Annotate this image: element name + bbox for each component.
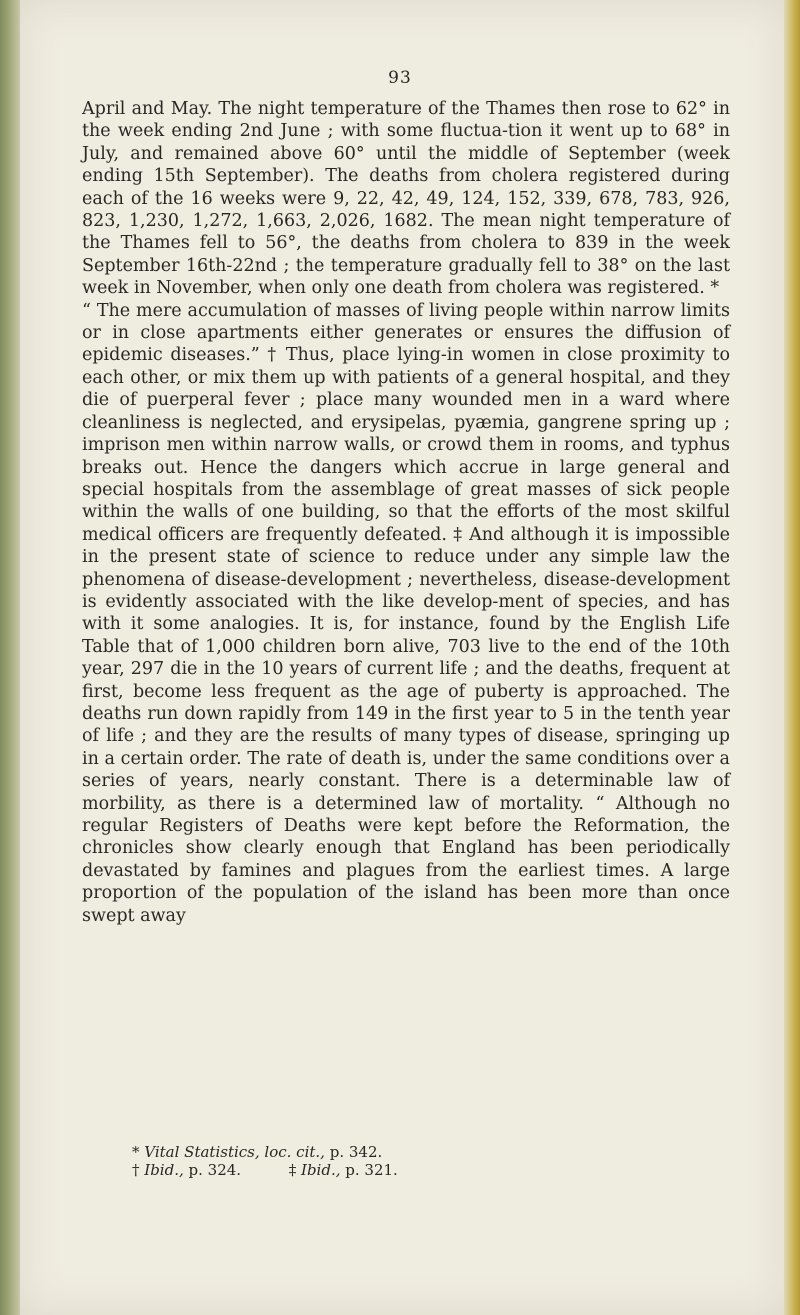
footnote-page: p. 342. [324,1143,383,1161]
page-number: 93 [388,68,412,88]
paragraph-crowding-disease: “ The mere accumulation of masses of living people within narrow limits or in close apartments either generates or ensures the diffusion of epidemic diseases.” † Thus, place lying-in women in close proximity to each other, or mix them up with patients of a general hospital, and they die of puerperal fever ; place many wounded men in a ward where cleanliness is neglected, and erysipelas, pyæmia, gangrene spring up ; imprison men within narrow walls, or crowd them in rooms, and typhus breaks out. Hence the dangers which accrue in large general and special hospitals from the assemblage of great masses of sick people within the walls of one building, so that the efforts of the most skilful medical officers are frequently defeated. ‡ And although it is impossible in the present state of science to reduce under any simple law the phenomena of disease-development ; nevertheless, disease-development is evidently associated with the like develop-ment of species, and has with it some analogies. It is, for instance, found by the English Life Table that of 1,000 children born alive, 703 live to the end of the 10th year, 297 die in the 10 years of current life ; and the deaths, frequent at first, become less frequent as the age of puberty is approached. The deaths run down rapidly from 149 in the first year to 5 in the tenth year of life ; and they are the results of many types of disease, springing up in a certain order. The rate of death is, under the same conditions over a series of years, nearly constant. There is a determinable law of morbility, as there is a determined law of mortality. “ Although no regular Registers of Deaths were kept before the Reformation, the chronicles show clearly enough that England has been periodically devastated by famines and plagues from the earliest times. A large proportion of the population of the island has been more than once swept away [82,300,730,926]
footnote-mark: † [132,1161,140,1179]
footnote-1 [132,1143,692,1161]
footnote-source: Vital Statistics, loc. cit., [144,1143,325,1161]
footnote-mark: ‡ [288,1161,297,1179]
footnote-page: p. 321. [340,1161,398,1179]
footnote-page: p. 324. [183,1161,242,1179]
page-edge-left [0,0,20,1315]
footnotes [132,1143,692,1179]
page-edge-right [784,0,800,1315]
footnote-mark: * [132,1143,140,1161]
footnote-source: Ibid., [144,1161,184,1179]
footnote-source: Ibid., [301,1161,341,1179]
paragraph-cholera-temperature: April and May. The night temperature of the Thames then rose to 62° in the week ending 2nd June ; with some fluctua-tion it went up to 68° in July, and remained above 60° until the middle of September (week ending 15th September). The deaths from cholera registered during each of the 16 weeks were 9, 22, 42, 49, 124, 152, 339, 678, 783, 926, 823, 1,230, 1,272, 1,663, 2,026, 1682. The mean night temperature of the Thames fell to 56°, the deaths from cholera to 839 in the week September 16th-22nd ; the temperature gradually fell to 38° on the last week in November, when only one death from cholera was registered. * [82,99,730,299]
body-text [82,98,730,927]
footnote-2-3 [132,1161,692,1179]
